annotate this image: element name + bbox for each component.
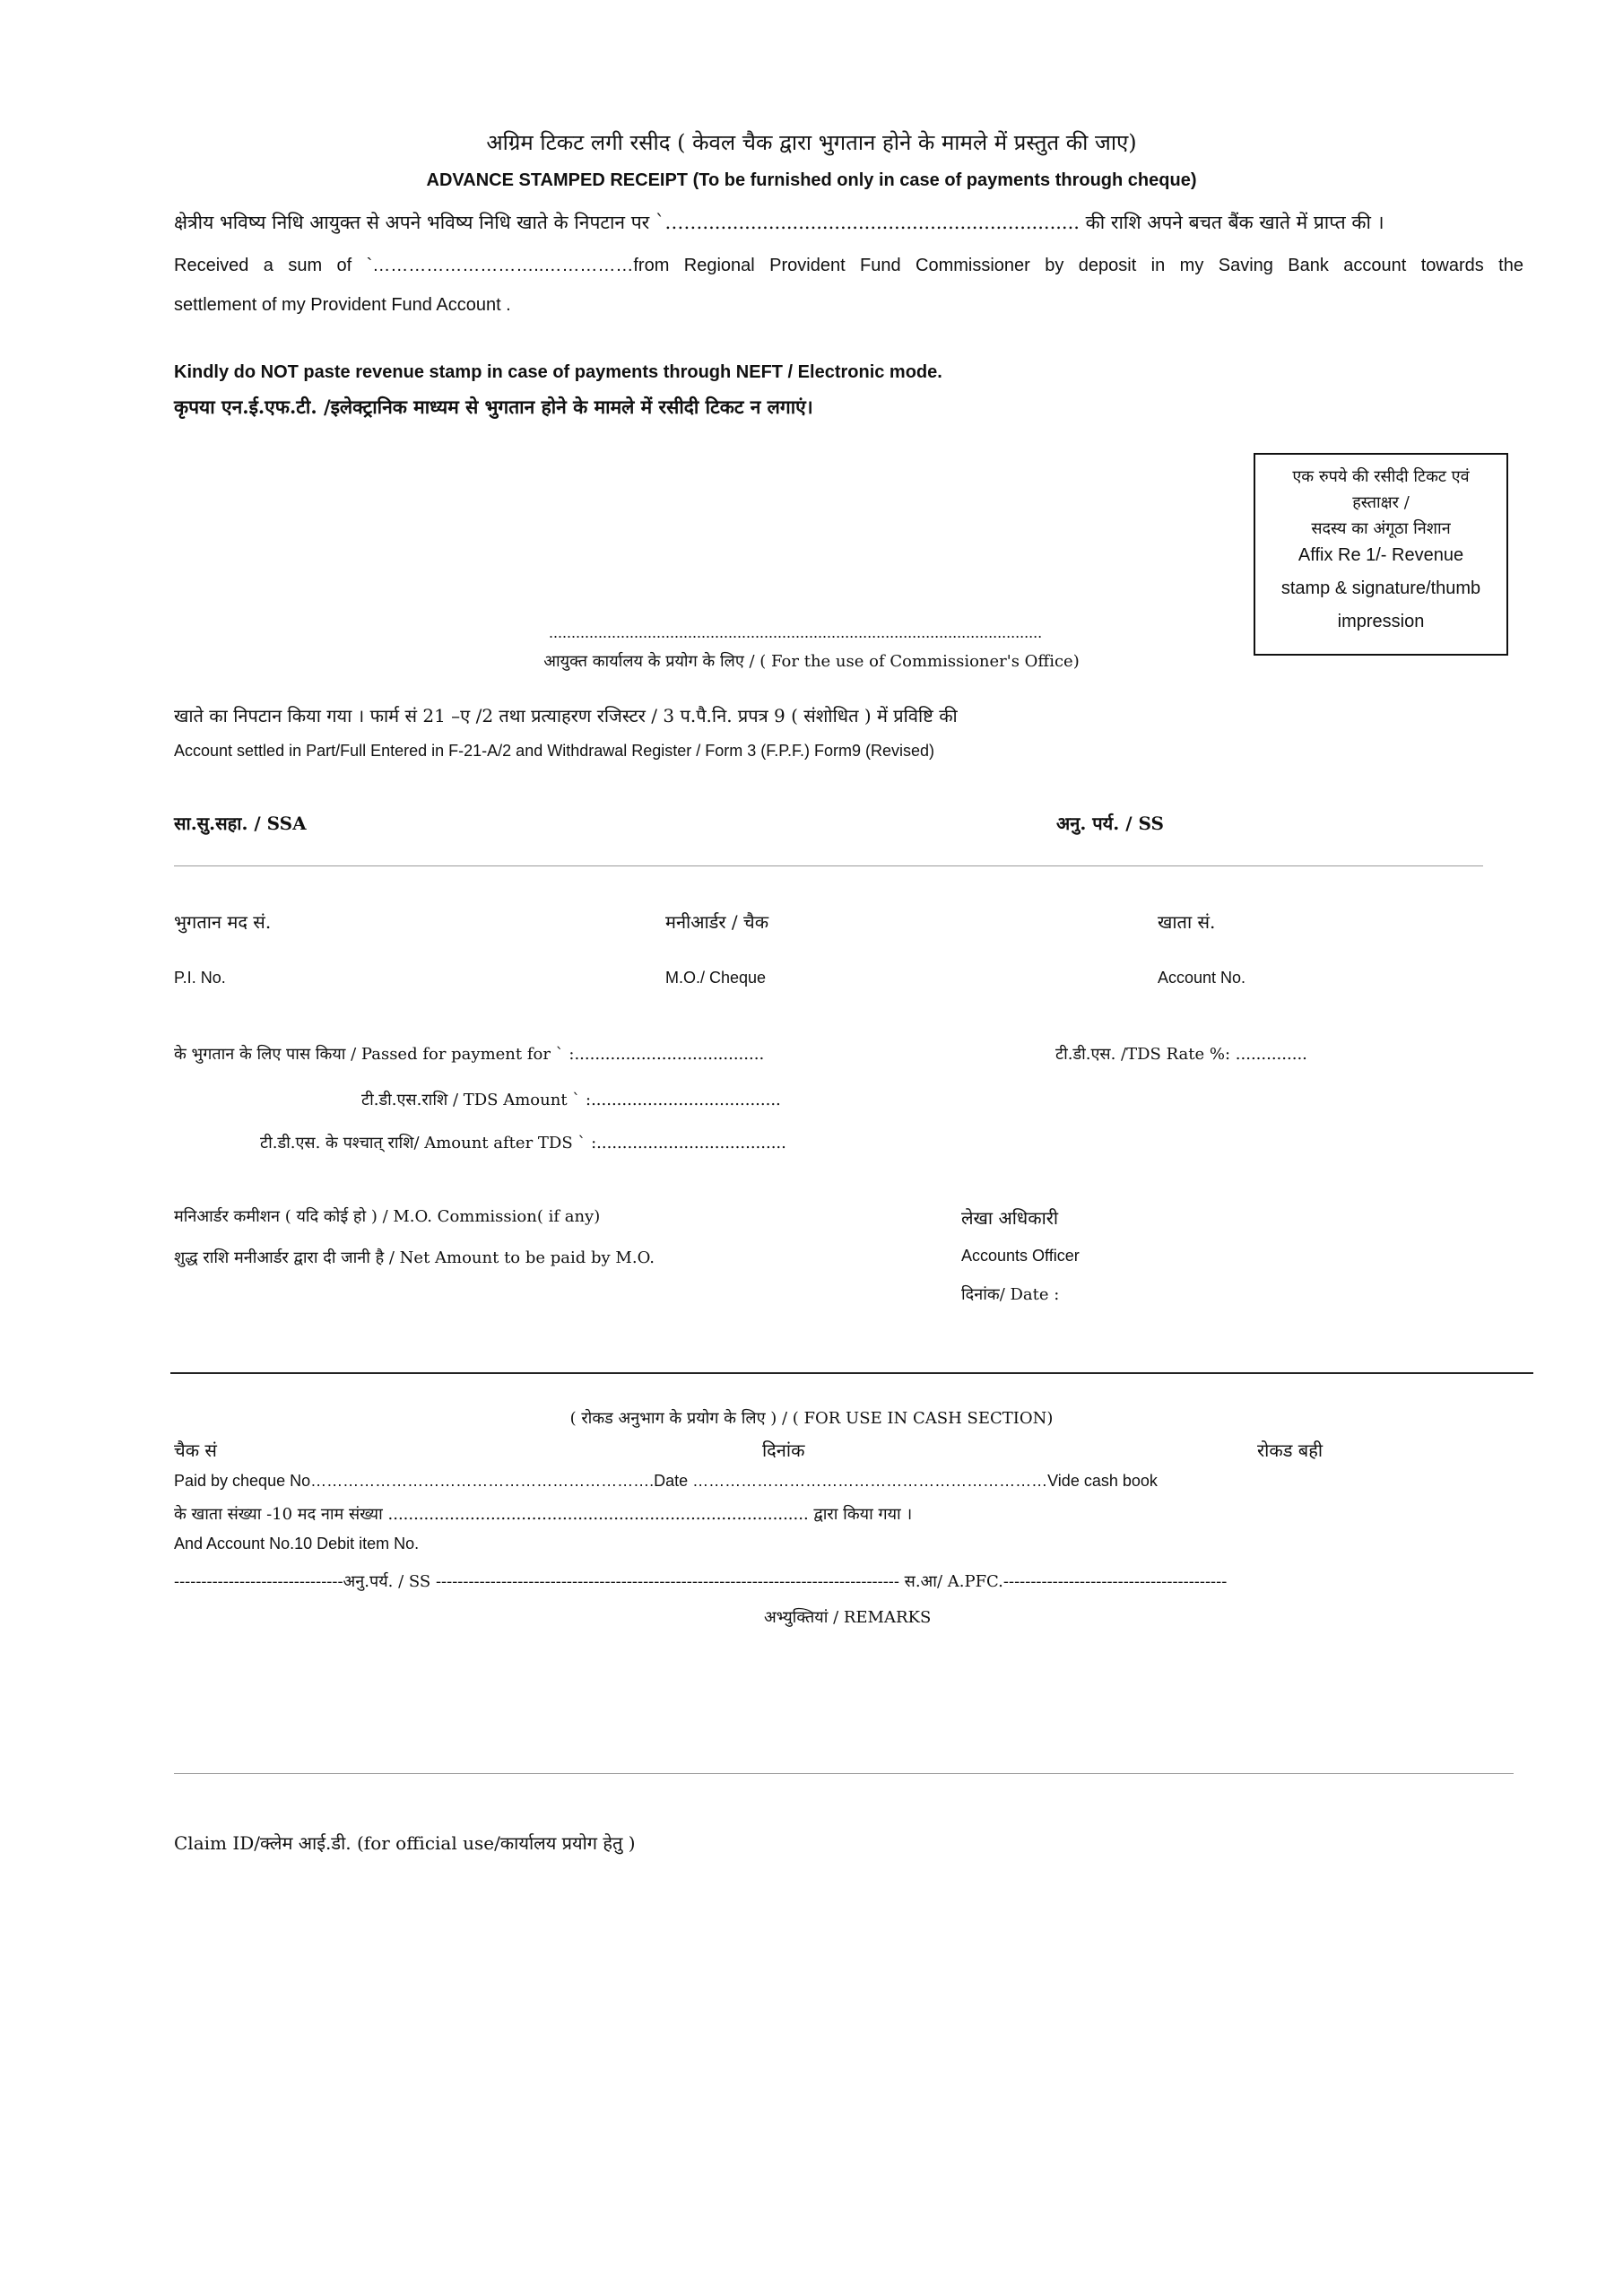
ssa-label: सा.सु.सहा. / SSA: [174, 813, 307, 834]
neft-notice-hindi: कृपया एन.ई.एफ.टी. /इलेक्ट्रानिक माध्यम से भुगतान होने के मामले में रसीदी टिकट न लगाएं।: [174, 396, 813, 418]
stamp-english-line-2: stamp & signature/thumb: [1280, 578, 1481, 598]
stamp-english-line-3: impression: [1337, 612, 1425, 631]
title-hindi: अग्रिम टिकट लगी रसीद ( केवल चैक द्वारा भुगतान होने के मामले में प्रस्तुत की जाए): [486, 130, 1137, 155]
settlement-english: Account settled in Part/Full Entered in F-21-A/2 and Withdrawal Register / Form 3 (F.P.F.) Form9 (Revised): [174, 742, 934, 760]
tds-amount: टी.डी.एस.राशि / TDS Amount ` :.....................................: [361, 1091, 781, 1109]
receipt-hindi-line: क्षेत्रीय भविष्य निधि आयुक्त से अपने भविष्य निधि खाते के निपटान पर `……............................................................... की राशि अपने बचत बैंक खाते में प्राप्त की ।: [174, 212, 1384, 233]
mo-cheque-label: M.O./ Cheque: [665, 969, 767, 987]
signature-dashed-line: -------------------------------अनु.पर्य. / SS ------------------------------------------------------------------------------------- स.आ/ A.PFC.-----------------------------------------: [174, 1572, 1228, 1591]
date-label: दिनांक/ Date :: [961, 1285, 1060, 1304]
ss-label: अनु. पर्य. / SS: [1056, 813, 1164, 834]
stamp-english-line-1: Affix Re 1/- Revenue: [1298, 545, 1464, 565]
receipt-english-line-1: Received a sum of `………………………..……………from Regional Provident Fund Commissioner by deposit in my Saving Bank account towards the: [174, 256, 1523, 275]
pi-no-hindi: भुगतान मद सं.: [174, 911, 272, 933]
stamp-hindi-line-3: सदस्य का अंगूठा निशान: [1311, 519, 1451, 538]
account-no-hindi: खाता सं.: [1158, 911, 1216, 933]
remarks-divider: [174, 1773, 1514, 1774]
tds-rate: टी.डी.एस. /TDS Rate %: ..............: [1055, 1045, 1307, 1064]
account-debit-english: And Account No.10 Debit item No.: [174, 1535, 420, 1552]
passed-for-payment: के भुगतान के लिए पास किया / Passed for payment for ` :.....................................: [174, 1045, 765, 1064]
cash-book-hindi: रोकड बही: [1257, 1439, 1323, 1461]
remarks-label: अभ्युक्तियां / REMARKS: [764, 1608, 932, 1627]
accounts-officer-label: Accounts Officer: [961, 1247, 1080, 1265]
accounts-officer-hindi: लेखा अधिकारी: [961, 1207, 1059, 1229]
member-signature-line: ..............................................................................................................: [549, 623, 1043, 641]
revenue-stamp-box: [1254, 453, 1508, 656]
pi-no-label: P.I. No.: [174, 969, 226, 987]
mo-cheque-hindi: मनीआर्डर / चैक: [665, 911, 769, 933]
settlement-hindi: खाते का निपटान किया गया । फार्म सं 21 –ए /2 तथा प्रत्याहरण रजिस्टर / 3 प.पै.नि. प्रपत्र 9 ( संशोधित ) में प्रविष्टि की: [174, 705, 958, 726]
divider-line: [174, 865, 1483, 866]
commissioner-office-use-label: आयुक्त कार्यालय के प्रयोग के लिए / ( For the use of Commissioner's Office): [543, 652, 1080, 671]
claim-id-label: Claim ID/क्लेम आई.डी. (for official use/कार्यालय प्रयोग हेतु ): [174, 1832, 636, 1854]
account-no-label: Account No.: [1158, 969, 1246, 987]
cheque-no-hindi: चैक सं: [174, 1439, 217, 1461]
cash-section-heading: ( रोकड अनुभाग के प्रयोग के लिए ) / ( FOR USE IN CASH SECTION): [569, 1409, 1054, 1428]
neft-notice-english: Kindly do NOT paste revenue stamp in case of payments through NEFT / Electronic mode.: [174, 362, 942, 382]
date-hindi: दिनांक: [762, 1439, 805, 1461]
paid-by-cheque-line: Paid by cheque No……………………………………………………….Date …………………………………………………………Vide cash book: [174, 1472, 1158, 1490]
net-amount-by-mo: शुद्ध राशि मनीआर्डर द्वारा दी जानी है / Net Amount to be paid by M.O.: [174, 1248, 655, 1267]
stamp-hindi-line-2: हस्ताक्षर /: [1352, 493, 1410, 512]
cash-section-divider: [170, 1372, 1533, 1374]
title-english: ADVANCE STAMPED RECEIPT (To be furnished only in case of payments through cheque): [426, 170, 1197, 190]
stamp-hindi-line-1: एक रुपये की रसीदी टिकट एवं: [1292, 467, 1470, 486]
account-debit-hindi: के खाता संख्या -10 मद नाम संख्या .................................................................................. द्वारा किया गया ।: [174, 1505, 913, 1524]
mo-commission: मनिआर्डर कमीशन ( यदि कोई हो ) / M.O. Commission( if any): [174, 1207, 601, 1226]
amount-after-tds: टी.डी.एस. के पश्चात् राशि/ Amount after TDS ` :.....................................: [260, 1134, 786, 1152]
receipt-english-line-2: settlement of my Provident Fund Account .: [174, 295, 511, 315]
